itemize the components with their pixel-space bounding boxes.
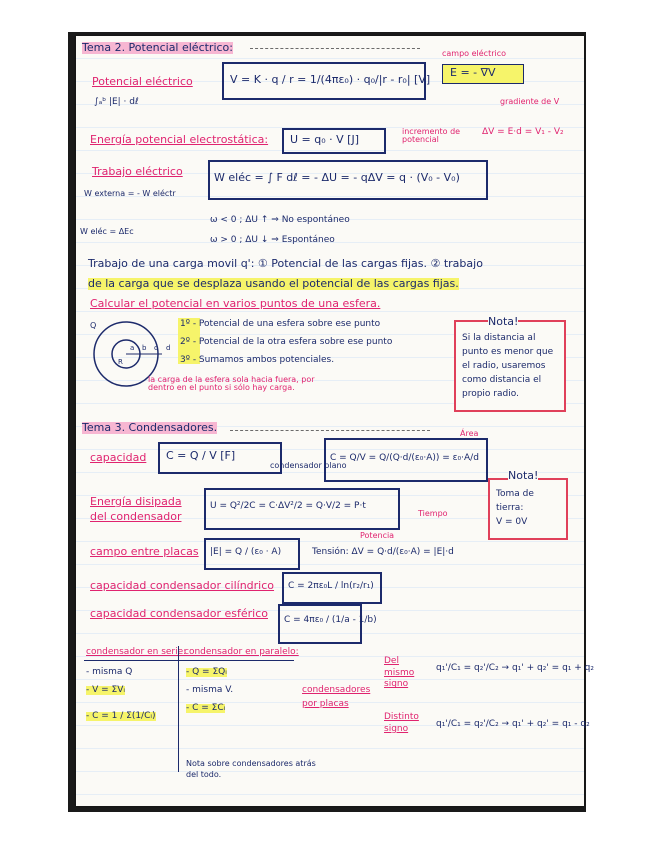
paralelo-header: condensador en paralelo: bbox=[184, 647, 299, 657]
potencia-label: Potencia bbox=[360, 531, 395, 540]
paralelo-item-3: - C = ΣCᵢ bbox=[186, 703, 226, 713]
esferico-formula: C = 4πε₀ / (1/a - 1/b) bbox=[284, 615, 377, 625]
diagram-b: b bbox=[142, 344, 147, 352]
trabajo-label: Trabajo eléctrico bbox=[92, 165, 183, 178]
condensador-plano: condensador plano bbox=[270, 461, 347, 470]
capacidad-formula: C = Q / V [F] bbox=[166, 449, 236, 462]
footer-note: Nota sobre condensadores atrás del todo. bbox=[186, 759, 316, 780]
potencial-formula: V = K · q / r = 1/(4πε₀) · q₀/|r - r₀| [V] bbox=[230, 73, 431, 86]
nota3-text-3: V = 0V bbox=[496, 517, 528, 527]
calcular-step-1: 1º - Potencial de una esfera sobre ese punto bbox=[180, 319, 381, 329]
paralelo-item-1: - Q = ΣQᵢ bbox=[186, 667, 227, 677]
trabajo-carga-line1: Trabajo de una carga movil q': ① Potencial de las cargas fijas. ② trabajo bbox=[88, 257, 483, 270]
trabajo-case2: ω > 0 ; ΔU ↓ ⇒ Espontáneo bbox=[210, 235, 335, 245]
energia-disipada-label: Energía disipada del condensador bbox=[90, 495, 182, 524]
tiempo-label: Tiempo bbox=[418, 509, 448, 518]
tension-formula: Tensión: ΔV = Q·d/(ε₀·A) = |E|·d bbox=[312, 547, 454, 557]
diagram-a: a bbox=[130, 344, 135, 352]
nota-text-5: propio radio. bbox=[462, 389, 519, 399]
placas-label: condensadores por placas bbox=[302, 685, 371, 709]
area-label: Área bbox=[460, 429, 479, 438]
paralelo-item-2: - misma V. bbox=[186, 685, 234, 695]
serie-item-2: - V = ΣVᵢ bbox=[86, 685, 125, 695]
nota-text-3: el radio, usaremos bbox=[462, 361, 546, 371]
nota-text-4: como distancia el bbox=[462, 375, 542, 385]
potencial-integral: ∫ₐᵇ |E| · dℓ bbox=[94, 97, 139, 107]
nota3-text-2: tierra: bbox=[496, 503, 524, 513]
mismo-signo-label: Del mismo signo bbox=[384, 656, 415, 690]
trabajo-ec: W eléc = ΔEc bbox=[80, 227, 134, 236]
diagram-q: Q bbox=[90, 321, 97, 330]
trabajo-externa: W externa = - W eléctr bbox=[84, 189, 176, 198]
section-title-tema2: Tema 2. Potencial eléctrico: bbox=[82, 41, 233, 54]
trabajo-carga-line2: de la carga que se desplaza usando el potencial de las cargas fijas. bbox=[88, 277, 459, 290]
title-dash-2 bbox=[230, 430, 430, 431]
plano-formula: C = Q/V = Q/(Q·d/(ε₀·A)) = ε₀·A/d bbox=[330, 453, 479, 463]
trabajo-formula: W eléc = ∫ F dℓ = - ΔU = - qΔV = q · (V₀ - V₀) bbox=[214, 171, 460, 184]
distinto-signo-formula: q₁'/C₁ = q₂'/C₂ → q₁' + q₂' = q₁ - q₂ bbox=[436, 719, 590, 729]
title-dash bbox=[250, 48, 420, 49]
nota-text-2: punto es menor que bbox=[462, 347, 554, 357]
diagram-c: c bbox=[154, 344, 158, 352]
section-title-tema3: Tema 3. Condensadores. bbox=[82, 421, 218, 434]
serie-item-3: - C = 1 / Σ(1/Cᵢ) bbox=[86, 711, 156, 721]
energia-disipada-formula: U = Q²/2C = C·ΔV²/2 = Q·V/2 = P·t bbox=[210, 501, 366, 511]
gradiente-note: gradiente de V bbox=[500, 97, 560, 106]
calcular-step-2: 2º - Potencial de la otra esfera sobre ese punto bbox=[180, 337, 393, 347]
cilindrico-label: capacidad condensador cilíndrico bbox=[90, 579, 275, 592]
mismo-signo-formula: q₁'/C₁ = q₂'/C₂ → q₁' + q₂' = q₁ + q₂ bbox=[436, 663, 594, 673]
capacidad-label: capacidad bbox=[90, 451, 147, 464]
distinto-signo-label: Distinto signo bbox=[384, 712, 419, 734]
cilindrico-formula: C = 2πε₀L / ln(r₂/r₁) bbox=[288, 581, 374, 591]
campo-placas-formula: |E| = Q / (ε₀ · A) bbox=[210, 547, 282, 557]
table-vline bbox=[178, 646, 179, 772]
campo-label: campo eléctrico bbox=[442, 49, 507, 58]
calcular-note: la carga de la esfera sola hacia fuera, por dentro en el punto si sólo hay carga. bbox=[148, 375, 315, 393]
table-hline bbox=[84, 660, 294, 661]
nota3-text-1: Toma de bbox=[496, 489, 534, 499]
calcular-step-3: 3º - Sumamos ambos potenciales. bbox=[180, 355, 335, 365]
nota-title-tema3: Nota! bbox=[508, 469, 539, 482]
serie-item-1: - misma Q bbox=[86, 667, 133, 677]
energia-formula: U = q₀ · V [J] bbox=[290, 133, 359, 146]
nota-title-tema2: Nota! bbox=[488, 315, 519, 328]
calcular-title: Calcular el potencial en varios puntos de una esfera. bbox=[90, 297, 381, 310]
potencial-label: Potencial eléctrico bbox=[92, 75, 193, 88]
esferico-label: capacidad condensador esférico bbox=[90, 607, 268, 620]
trabajo-case1: ω < 0 ; ΔU ↑ ⇒ No espontáneo bbox=[210, 215, 350, 225]
nota-text-1: Si la distancia al bbox=[462, 333, 536, 343]
diagram-d: d bbox=[166, 344, 171, 352]
campo-placas-label: campo entre placas bbox=[90, 545, 199, 558]
serie-header: condensador en serie: bbox=[86, 647, 187, 657]
incremento-formula: ΔV = E·d = V₁ - V₂ bbox=[482, 127, 564, 137]
diagram-r: R bbox=[118, 358, 123, 366]
campo-formula: E = - ∇V bbox=[450, 66, 496, 79]
incremento-label: incremento de potencial bbox=[402, 127, 461, 145]
energia-label: Energía potencial electrostática: bbox=[90, 133, 269, 146]
